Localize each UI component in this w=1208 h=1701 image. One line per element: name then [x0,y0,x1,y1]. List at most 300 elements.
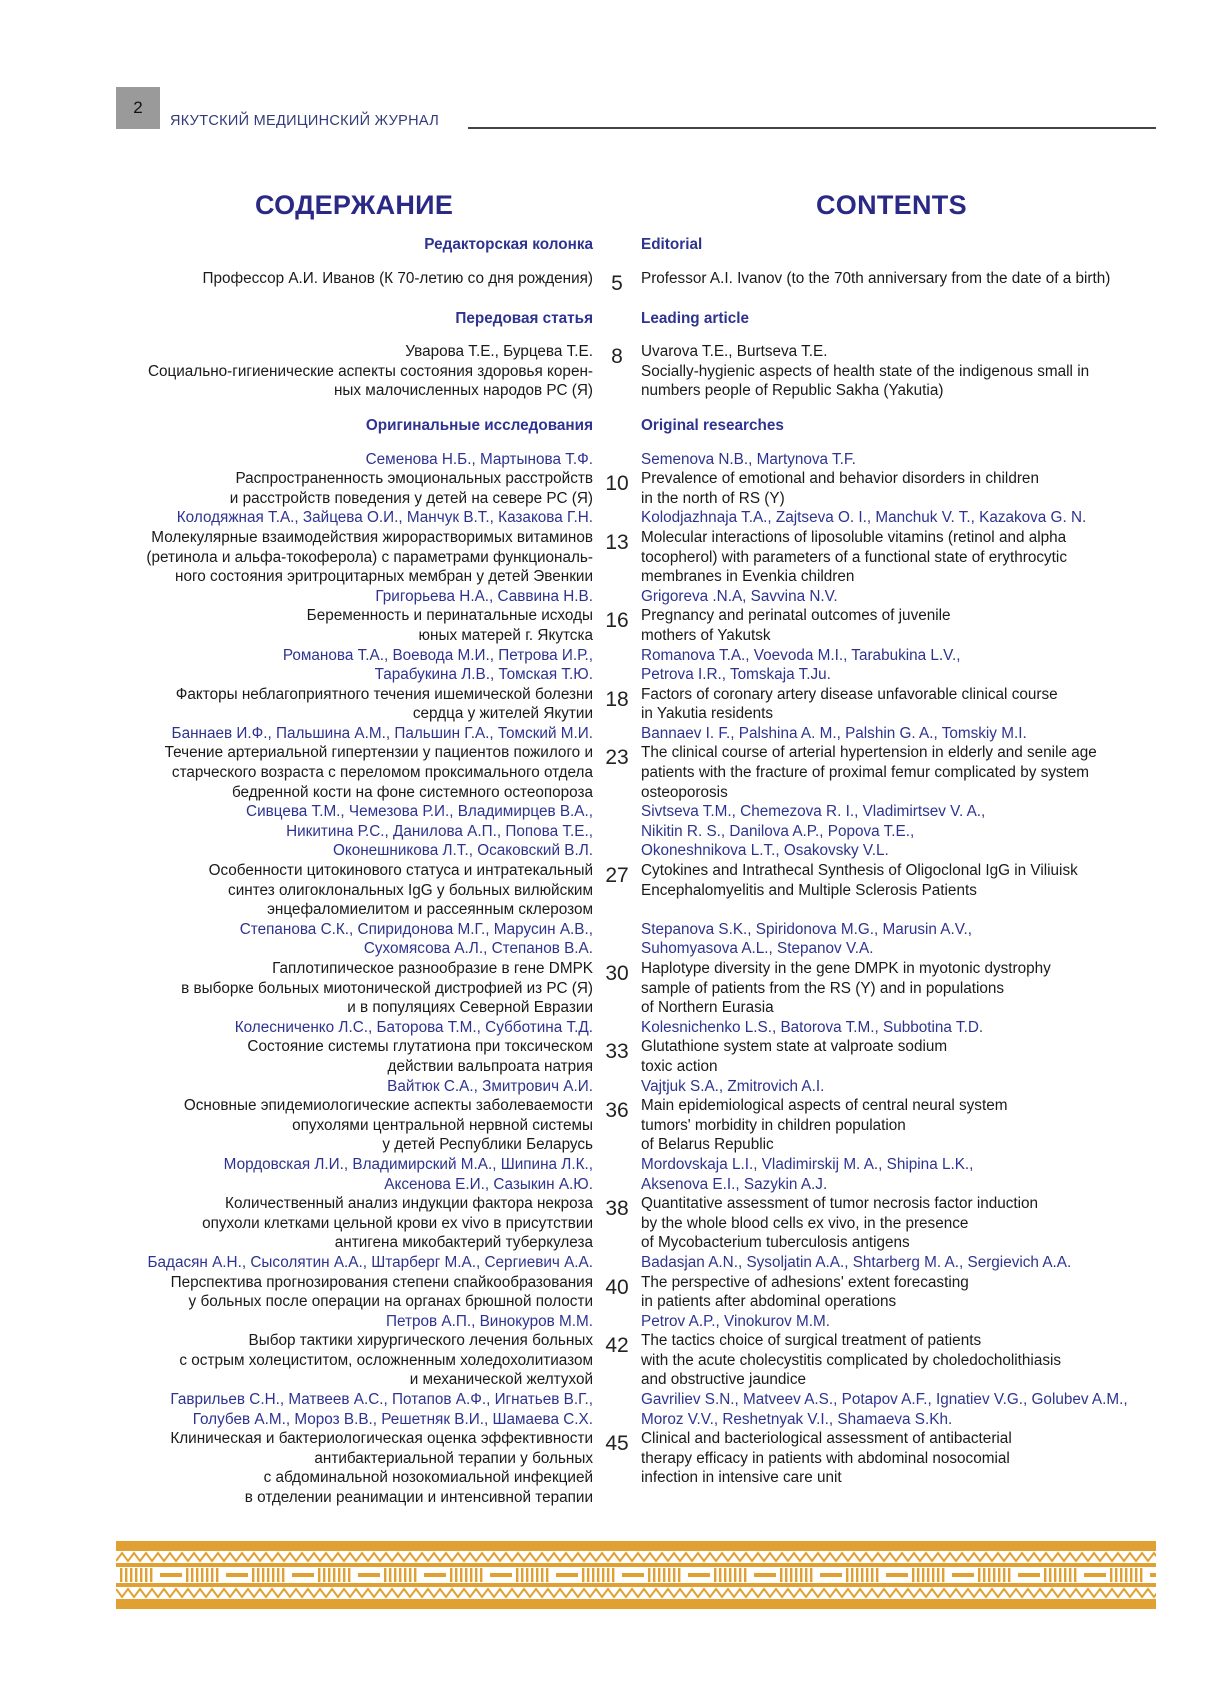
entry-title-ru: Факторы неблагоприятного течения ишемической болезни [175,685,593,703]
ornament-bar [450,1568,452,1582]
ornament-bar [1064,1568,1066,1582]
ornament-bar [582,1568,584,1582]
entry-title-ru: опухоли клетками цельной крови ex vivo в присутствии [202,1214,593,1232]
ornament-bar [917,1568,919,1582]
ornament-bar [318,1568,320,1582]
entry-en [641,587,1208,646]
ornament-bar [1059,1568,1061,1582]
ornament-bar [592,1568,594,1582]
ornament-bar [790,1568,792,1582]
entry-authors-ru: Сухомясова А.Л., Степанов В.А. [363,940,593,958]
ornament-dash [490,1573,512,1577]
ornament-bar [719,1568,721,1582]
ornament-bar [196,1568,198,1582]
ornament-bar [267,1568,269,1582]
ornament-bar [257,1568,259,1582]
ornament-bar [805,1568,807,1582]
ornament-bar [465,1568,467,1582]
ornament-bar [922,1568,924,1582]
ornament-bar [338,1568,340,1582]
ornament-bar [993,1568,995,1582]
entry-title-ru: синтез олигоклональных IgG у больных вилюйским [228,881,593,899]
entry-authors-ru: Аксенова Е.И., Сазыкин А.Ю. [384,1175,593,1193]
toc-entry [0,508,1208,586]
entry-authors-en: Badasjan A.N., Sysoljatin A.A., Shtarberg M. A., Sergievich A.A. [641,1253,1072,1271]
entry-title-ru: Беременность и перинатальные исходы [306,607,593,625]
ornament-dash [358,1573,380,1577]
entry-authors-ru: Сивцева Т.М., Чемезова Р.И., Владимирцев В.А., [246,803,593,821]
ornament-dash [226,1573,248,1577]
entry-authors-ru: Голубев А.М., Мороз В.В., Решетняк В.И., Шамаева С.Х. [192,1410,593,1428]
ornament-dash [952,1573,974,1577]
table-of-contents [0,235,1208,1508]
ornament-bar [983,1568,985,1582]
ornament-bar [399,1568,401,1582]
entry-page-number: 42 [605,1334,629,1358]
entry-title-ru: и расстройств поведения у детей на севере РС (Я) [229,489,593,507]
entry-title-ru: и механической желтухой [409,1371,593,1389]
entry-page-number: 8 [611,345,623,369]
ornament-bar [206,1568,208,1582]
entry-ru [0,450,593,509]
ornament-dash [820,1573,842,1577]
entry-title-en: Encephalomyelitis and Multiple Sclerosis Patients [641,881,977,899]
ornament-bar [673,1568,675,1582]
ornament-bar [1130,1568,1132,1582]
entry-title-ru: действии вальпроата натрия [387,1057,593,1075]
ornament-bar [145,1568,147,1582]
ornament-bar [1125,1568,1127,1582]
ornament-bar [648,1568,650,1582]
ornament-bar [612,1568,614,1582]
ornament-bar [851,1568,853,1582]
entry-authors-ru: Григорьева Н.А., Саввина Н.В. [375,587,593,605]
ornament-dash [1018,1573,1040,1577]
ornament-bar [277,1568,279,1582]
entry-title-en: of Mycobacterium tuberculosis antigens [641,1234,910,1252]
entry-authors-ru: Романова Т.А., Воевода М.И., Петрова И.Р., [282,646,593,664]
entry-page-number: 18 [605,687,629,711]
toc-entry [0,802,1208,920]
entry-authors-ru: Бадасян А.Н., Сысолятин А.А., Штарберг М.А., Сергиевич А.А. [147,1253,593,1271]
entry-title-en: tumors' morbidity in children population [641,1116,906,1134]
ornament-bar [409,1568,411,1582]
ornament-bar [480,1568,482,1582]
entry-en [641,920,1208,1018]
entry-title-ru: сердца у жителей Якутии [412,705,593,723]
ornament-dash [1084,1573,1106,1577]
ornament-bar [724,1568,726,1582]
entry-title-en: Socially-hygienic aspects of health state of the indigenous small in [641,362,1090,380]
ornament-bar [668,1568,670,1582]
ornament-bar [470,1568,472,1582]
ornament-dash [556,1573,578,1577]
entry-ru [0,802,593,920]
entry-authors-en: Kolodjazhnaja T.A., Zajtseva O. I., Manchuk V. T., Kazakova G. N. [641,509,1087,527]
ornament-bar [876,1568,878,1582]
entry-authors-ru: Колодяжная Т.А., Зайцева О.И., Манчук В.Т., Казакова Г.Н. [176,509,593,527]
ornament-bar [714,1568,716,1582]
entry-authors-ru: Гаврильев С.Н., Матвеев А.С., Потапов А.Ф., Игнатьев В.Г., [170,1391,593,1409]
entry-page-number: 27 [605,864,629,888]
section-heading-en: Original researches [641,416,784,434]
entry-authors-en: Grigoreva .N.A, Savvina N.V. [641,587,838,605]
entry-title-ru: юных матерей г. Якутска [418,626,593,644]
entry-title-en: The perspective of adhesions' extent forecasting [641,1273,969,1291]
entry-title-ru: Выбор тактики хирургического лечения больных [248,1332,593,1350]
ornament-bar [1140,1568,1142,1582]
entry-title-en: therapy efficacy in patients with abdominal nosocomial [641,1449,1010,1467]
entry-title-en: Clinical and bacteriological assessment of antibacterial [641,1430,1012,1448]
ornament-bar [186,1568,188,1582]
ornament-bar [1115,1568,1117,1582]
ornament-bar [333,1568,335,1582]
ornament-bar [460,1568,462,1582]
ornament-bar [191,1568,193,1582]
ornament-bar [607,1568,609,1582]
ornament-bar [663,1568,665,1582]
entry-ru [0,1155,593,1253]
toc-entry [0,1155,1208,1253]
ornament-bar [1049,1568,1051,1582]
entry-title-ru: Клиническая и бактериологическая оценка эффективности [170,1430,593,1448]
entry-title-en: Molecular interactions of liposoluble vitamins (retinol and alpha [641,528,1067,546]
ornament-bar [252,1568,254,1582]
entry-title-en: Uvarova T.E., Burtseva T.E. [641,343,828,361]
entry-en [641,269,1208,294]
entry-ru [0,587,593,646]
ornament-bar [871,1568,873,1582]
entry-ru [0,920,593,1018]
ornament-bar [729,1568,731,1582]
entry-title-ru: антибактериальной терапии у больных [314,1449,593,1467]
entry-title-ru: Течение артериальной гипертензии у пациентов пожилого и [164,744,593,762]
entry-page-number: 38 [605,1197,629,1221]
entry-title-ru: Состояние системы глутатиона при токсическом [247,1038,593,1056]
ornament-bar [1120,1568,1122,1582]
entry-title-ru: ных малочисленных народов РС (Я) [333,382,593,400]
entry-title-en: of Belarus Republic [641,1136,774,1154]
entry-ru [0,646,593,724]
entry-ru [0,1018,593,1077]
ornament-bar [272,1568,274,1582]
ornament-bar [323,1568,325,1582]
ornament-bar [130,1568,132,1582]
journal-title: ЯКУТСКИЙ МЕДИЦИНСКИЙ ЖУРНАЛ [170,113,440,129]
entry-en [641,1253,1208,1312]
ornament-dash [622,1573,644,1577]
ornament-dash [424,1573,446,1577]
ornament-bar [739,1568,741,1582]
entry-ru [0,1253,593,1312]
entry-title-en: mothers of Yakutsk [641,626,771,644]
ornament-bar [602,1568,604,1582]
entry-title-en: Factors of coronary artery disease unfavorable clinical course [641,685,1058,703]
toc-entry [0,1253,1208,1312]
entry-page-number: 40 [605,1275,629,1299]
ornament-bar [988,1568,990,1582]
ornament-bar [282,1568,284,1582]
ornament-bar [1008,1568,1010,1582]
page-header [116,87,1156,129]
toc-entry [0,646,1208,724]
toc-entry [0,724,1208,802]
entry-authors-ru: Колесниченко Л.С., Баторова Т.М., Субботина Т.Д. [234,1018,593,1036]
ornament-bar [521,1568,523,1582]
entry-authors-ru: Мордовская Л.И., Владимирский М.А., Шипина Л.К., [223,1155,593,1173]
entry-title-ru: и в популяциях Северной Евразии [347,999,593,1017]
entry-title-ru: ного состояния эритроцитарных мембран у детей Эвенкии [175,568,593,586]
ornament-bar [866,1568,868,1582]
ornament-bar [516,1568,518,1582]
entry-en [641,508,1208,586]
ornament-bar [414,1568,416,1582]
ornament-bar [384,1568,386,1582]
entry-authors-en: Sivtseva T.M., Chemezova R. I., Vladimirtsev V. A., [641,803,986,821]
entry-en [641,724,1208,802]
entry-title-en: Glutathione system state at valproate sodium [641,1038,948,1056]
entry-title-ru: Уварова Т.Е., Бурцева Т.Е. [405,343,593,361]
entry-title-ru: с острым холециститом, осложненным холедохолитиазом [179,1351,593,1369]
toc-entry [0,1018,1208,1077]
entry-authors-en: Semenova N.B., Martynova T.F. [641,450,856,468]
entry-page-number: 33 [605,1040,629,1064]
ornament-dash [886,1573,908,1577]
entry-title-en: of Northern Eurasia [641,999,774,1017]
entry-title-en [641,900,1168,920]
ornament-bar [1135,1568,1137,1582]
contents-title-ru: СОДЕРЖАНИЕ [255,190,454,220]
entry-title-ru: в выборке больных миотонической дистрофией из РС (Я) [181,979,593,997]
ornament-dash [688,1573,710,1577]
ornament-dash [292,1573,314,1577]
entry-title-ru: Социально-гигиенические аспекты состояния здоровья корен- [147,362,593,380]
entry-title-en: membranes in Evenkia children [641,568,855,586]
ornament-bar [846,1568,848,1582]
entry-title-ru: антигена микобактерий туберкулеза [334,1234,593,1252]
entry-authors-en: Petrova I.R., Tomskaja T.Ju. [641,666,831,684]
entry-authors-ru: Оконешникова Л.Т., Осаковский В.Л. [332,842,593,860]
ornament-bar [135,1568,137,1582]
entry-title-en: patients with the fracture of proximal femur complicated by system [641,764,1090,782]
entry-page-number: 13 [605,530,629,554]
entry-title-en: by the whole blood cells ex vivo, in the presence [641,1214,969,1232]
entry-title-en: tocopherol) with parameters of a functional state of erythrocytic [641,548,1067,566]
ornament-bar [744,1568,746,1582]
entry-authors-en: Stepanova S.K., Spiridonova M.G., Marusin A.V., [641,920,973,938]
ornament-bar [526,1568,528,1582]
toc-entry [0,587,1208,646]
entry-en [641,1312,1208,1390]
entry-authors-en: Romanova T.A., Voevoda M.I., Tarabukina L.V., [641,646,961,664]
entry-title-ru: Гаплотипическое разнообразие в гене DMPK [272,960,593,977]
ornament-bar [780,1568,782,1582]
entry-page-number: 36 [605,1099,629,1123]
entry-page-number: 45 [605,1432,629,1456]
entry-title-ru: у больных после операции на органах брюшной полости [188,1293,593,1311]
entry-authors-en: Kolesnichenko L.S., Batorova T.M., Subbotina T.D. [641,1018,984,1036]
toc-entry [0,450,1208,509]
entry-page-number: 30 [605,962,629,985]
entry-authors-ru: Тарабукина Л.В., Томская Т.Ю. [374,666,593,684]
ornament-bar [536,1568,538,1582]
ornament-bar [1110,1568,1112,1582]
entry-authors-en: Moroz V.V., Reshetnyak V.I., Shamaeva S.Kh. [641,1410,953,1428]
section-heading [0,309,1208,329]
entry-page-number: 23 [605,746,629,770]
entry-title-ru: Основные эпидемиологические аспекты заболеваемости [183,1097,593,1115]
ornament-bar [937,1568,939,1582]
ornament-bar [201,1568,203,1582]
ornament-bar [653,1568,655,1582]
section-heading [0,235,1208,255]
ornament-bar [328,1568,330,1582]
section-heading-en: Editorial [641,236,703,253]
ornament-bar [856,1568,858,1582]
entry-en [641,1077,1208,1155]
ornament-bar [678,1568,680,1582]
entry-title-ru: у детей Республики Беларусь [382,1136,593,1154]
entry-authors-ru: Никитина Р.С., Данилова А.П., Попова Т.Е., [286,822,593,840]
ornament-bar [404,1568,406,1582]
toc-entry [0,1312,1208,1390]
ornament-bar [932,1568,934,1582]
ornament-bar [597,1568,599,1582]
toc-entry [0,920,1208,1018]
entry-title-ru: Распространенность эмоциональных расстройств [235,470,593,488]
ornament-bar [120,1568,122,1582]
entry-title-en: Cytokines and Intrathecal Synthesis of Oligoclonal IgG in Viliuisk [641,862,1078,880]
entry-en [641,1018,1208,1077]
ornament-bar [998,1568,1000,1582]
ornament-bar [150,1568,152,1582]
section-heading [0,416,1208,436]
ornament-bar [927,1568,929,1582]
ornament-bar [810,1568,812,1582]
ornament-bar [1069,1568,1071,1582]
entry-authors-ru: Степанова С.К., Спиридонова М.Г., Марусин А.В., [239,920,593,938]
entry-authors-en: Petrov A.P., Vinokurov M.M. [641,1312,831,1330]
section-heading-en: Leading article [641,309,749,327]
entry-title-en: osteoporosis [641,783,728,801]
ornament-bar [1044,1568,1046,1582]
ornament-bar [394,1568,396,1582]
ornament-dash [1150,1573,1156,1577]
entry-title-ru: в отделении реанимации и интенсивной терапии [244,1489,593,1507]
entry-title-en [641,1488,1168,1508]
entry-ru [0,1390,593,1508]
entry-ru [0,269,593,294]
ornament-bar [861,1568,863,1582]
entry-en [641,450,1208,509]
entry-ru [0,342,593,401]
ornament-bar [1054,1568,1056,1582]
ornament-border [116,1541,1156,1609]
entry-en [641,1155,1208,1253]
entry-authors-en: Gavriliev S.N., Matveev A.S., Potapov A.F., Ignatiev V.G., Golubev A.M., [641,1391,1128,1409]
entry-ru [0,724,593,802]
entry-authors-ru: Петров А.П., Винокуров М.М. [385,1312,593,1330]
toc-entry [0,1390,1208,1508]
entry-title-en: in patients after abdominal operations [641,1293,897,1311]
entry-title-en: Prevalence of emotional and behavior disorders in children [641,470,1039,488]
entry-authors-ru: Вайтюк С.А., Змитрович А.И. [387,1077,593,1095]
entry-title-en: Main epidemiological aspects of central neural system [641,1097,1008,1115]
entry-title-en: toxic action [641,1057,718,1075]
ornament-bar [455,1568,457,1582]
entry-title-en: with the acute cholecystitis complicated by choledocholithiasis [641,1351,1062,1369]
ornament-bar [912,1568,914,1582]
toc-entry [0,269,1208,294]
section-heading-ru: Передовая статья [455,309,593,327]
entry-en [641,342,1208,401]
ornament-bar [343,1568,345,1582]
section-heading-ru: Редакторская колонка [424,236,593,253]
entry-title-ru: Молекулярные взаимодействия жирорастворимых витаминов [151,528,593,546]
ornament-bar [1003,1568,1005,1582]
ornament-bar [734,1568,736,1582]
entry-en [641,802,1208,920]
entry-title-ru: с абдоминальной нозокомиальной инфекцией [263,1469,593,1487]
entry-title-en: Haplotype diversity in the gene DMPK in myotonic dystrophy [641,960,1051,977]
ornament-bar [140,1568,142,1582]
ornament-dash [160,1573,182,1577]
entry-title-en: The tactics choice of surgical treatment of patients [641,1332,982,1350]
ornament-bar [658,1568,660,1582]
entry-authors-en: Nikitin R. S., Danilova A.P., Popova T.E., [641,822,915,840]
entry-page-number: 5 [611,271,623,295]
ornament-bar [942,1568,944,1582]
ornament-bar [541,1568,543,1582]
ornament-bar [125,1568,127,1582]
ornament-bar [211,1568,213,1582]
entry-title-ru: старческого возраста с переломом проксимального отдела [171,764,593,782]
ornament-bar [475,1568,477,1582]
entry-title-ru: бедренной кости на фоне системного остеопороза [231,783,593,801]
entry-ru [0,508,593,586]
entry-title-en: Pregnancy and perinatal outcomes of juvenile [641,607,951,625]
ornament-bar [531,1568,533,1582]
entry-page-number: 16 [605,609,629,633]
ornament-bar [1074,1568,1076,1582]
entry-title-en: numbers people of Republic Sakha (Yakutia) [641,382,944,400]
entry-title-ru: энцефаломиелитом и рассеянным склерозом [267,901,593,919]
ornament-bar [546,1568,548,1582]
entry-authors-ru: Семенова Н.Б., Мартынова Т.Ф. [365,450,593,468]
header-rule [468,127,1156,129]
entry-title-ru: Особенности цитокинового статуса и интратекальный [208,862,593,880]
entry-page-number: 10 [605,472,629,496]
entry-title-en: Professor A.I. Ivanov (to the 70th anniversary from the date of a birth) [641,269,1111,287]
entry-en [641,1390,1208,1508]
ornament-bar [262,1568,264,1582]
ornament-bar [389,1568,391,1582]
entry-title-en: and obstructive jaundice [641,1371,806,1389]
entry-ru [0,1312,593,1390]
entry-title-ru: Количественный анализ индукции фактора некроза [225,1195,593,1213]
entry-en [641,646,1208,724]
entry-ru [0,1077,593,1155]
toc-entry [0,342,1208,401]
ornament-bar [795,1568,797,1582]
entry-title-ru: опухолями центральной нервной системы [292,1116,593,1134]
entry-authors-ru: Баннаев И.Ф., Пальшина А.М., Пальшин Г.А., Томский М.И. [171,724,593,742]
ornament-bar [348,1568,350,1582]
entry-title-en: The clinical course of arterial hypertension in elderly and senile age [641,744,1097,762]
entry-authors-en: Okoneshnikova L.T., Osakovsky V.L. [641,842,889,860]
entry-title-ru: Перспектива прогнозирования степени спайкообразования [170,1273,593,1291]
ornament-bar [978,1568,980,1582]
